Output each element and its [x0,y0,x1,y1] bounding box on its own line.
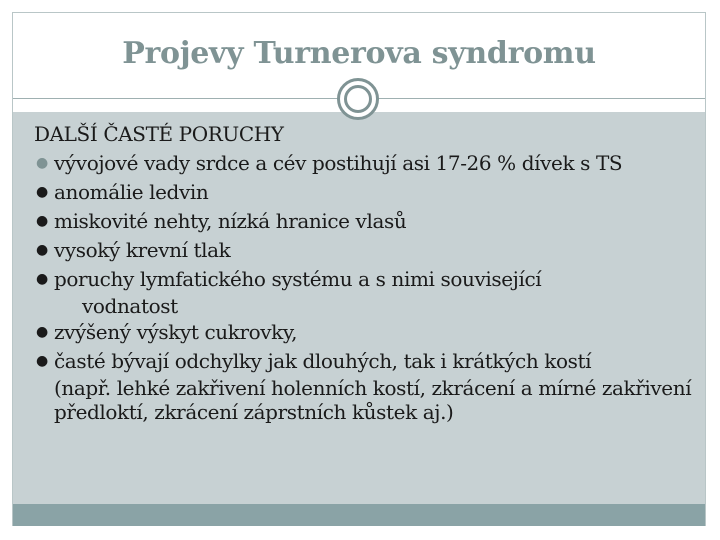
footer-bar [13,504,705,526]
list-item [34,265,694,318]
slide-title: Projevy Turnerova syndromu [122,36,596,71]
list-item [34,207,694,236]
list-item-continuation: vodnatost [82,294,178,318]
bullet-icon: ● [36,353,48,369]
bullet-icon: ● [36,213,48,229]
list-item-text: poruchy lymfatického systému a s nimi související [54,267,542,291]
list-item-text: vývojové vady srdce a cév postihují asi 17-26 % dívek s TS [54,151,623,175]
bullet-icon: ● [36,324,48,340]
section-heading: DALŠÍ ČASTÉ PORUCHY [34,122,284,146]
list-item [34,178,694,207]
bullet-icon: ● [36,155,48,171]
list-item-text: vysoký krevní tlak [54,238,231,262]
list-item-continuation: (např. lehké zakřivení holenních kostí, zkrácení a mírné zakřivení předloktí, zkrácení záprstních kůstek aj.) [54,376,692,424]
list-item [34,318,694,347]
slide-body [34,120,694,424]
list-item-text: časté bývají odchylky jak dlouhých, tak i krátkých kostí [54,349,592,373]
list-item-text: anomálie ledvin [54,180,209,204]
bullet-icon: ● [36,242,48,258]
list-item-text: zvýšený výskyt cukrovky, [54,320,298,344]
ring-ornament-icon [337,78,379,120]
list-item-text: miskovité nehty, nízká hranice vlasů [54,209,407,233]
bullet-icon: ● [36,184,48,200]
bullet-icon: ● [36,271,48,287]
list-item [34,347,694,424]
list-item [34,149,694,178]
bullet-list [34,149,694,424]
list-item [34,236,694,265]
